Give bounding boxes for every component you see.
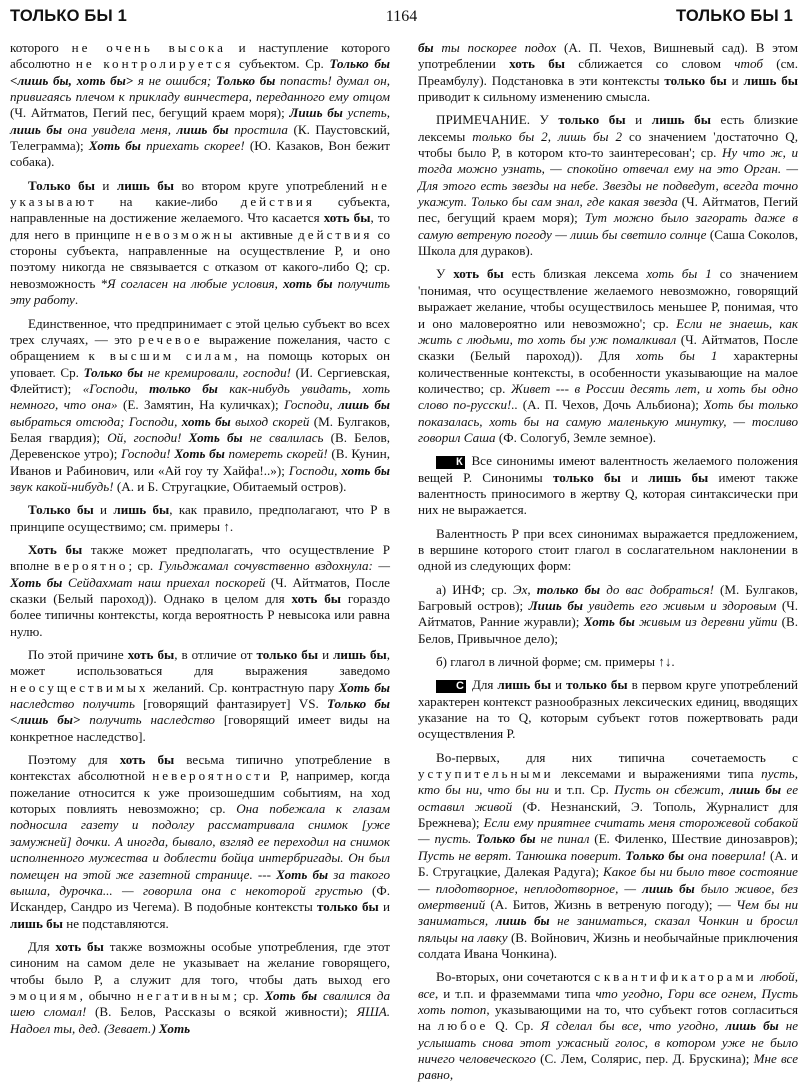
text-run: хоть бы xyxy=(323,210,371,226)
text-run: лишь бы xyxy=(113,502,170,518)
text-run: а) ИНФ; ср. xyxy=(436,581,514,597)
text-run: Если ему приятнее считать меня сторожевой собакой — пусть. xyxy=(418,815,798,847)
text-run: ; ср. xyxy=(233,987,265,1003)
text-run: активные xyxy=(235,226,299,242)
text-run: и xyxy=(378,899,390,915)
text-run: любой, все xyxy=(418,969,798,1001)
text-run: лишь бы xyxy=(648,469,709,485)
text-run: не указывают xyxy=(10,177,390,210)
text-run: живым из деревни уйти xyxy=(634,614,778,630)
text-run: , то для него в принципе xyxy=(10,210,390,242)
text-run: Ну что ж, и тогда можно узнать, — спокойно отвечал ему на это Орган. — Для этого есть звезды на небе. Звезды не подведут, всегда точно укажут. Только бы сам знал, где какая звезда xyxy=(418,145,799,210)
paragraph xyxy=(10,939,390,1037)
text-run: , обычно xyxy=(79,987,137,1003)
text-run: , на помощь которых он уповает. Ср. xyxy=(10,348,390,380)
text-run: только бы xyxy=(316,899,379,915)
text-run: Только бы xyxy=(83,364,143,380)
text-run: Хоть бы xyxy=(583,614,635,630)
text-run: хоть бы xyxy=(282,275,333,291)
text-run: [говорящий фантазирует] VS. xyxy=(134,696,327,712)
text-run: Хоть бы xyxy=(10,574,63,590)
left-column xyxy=(10,40,390,1037)
text-run: Поэтому для xyxy=(28,752,120,768)
text-run: и xyxy=(620,469,649,485)
text-run: которого xyxy=(10,40,72,55)
text-run: У xyxy=(436,266,454,282)
text-run: (В. Белов, Рассказы о всякой живности); xyxy=(86,1004,357,1020)
text-run: Хоть бы xyxy=(188,429,243,445)
text-run: Живет --- в России десять лет, и хоть бы одно слово по-русски!.. xyxy=(418,380,799,413)
text-run: , указывающими на то, что субъект готов согласиться на xyxy=(418,1001,798,1034)
page-header xyxy=(10,7,793,31)
text-run: лишь бы xyxy=(495,913,550,929)
text-run: Только бы xyxy=(476,831,536,847)
text-run: есть близкая лексема xyxy=(503,266,647,282)
text-run: , в отличие от xyxy=(174,647,257,663)
text-run: Господи, xyxy=(284,397,339,413)
section-marker-k: К xyxy=(436,456,465,469)
text-run: за такого вышла, дурочка... — говорила она с некоторой грустью xyxy=(10,866,390,898)
paragraph xyxy=(10,40,390,171)
text-run: успеть, xyxy=(342,105,390,121)
text-run: выход скорей xyxy=(230,413,310,429)
text-run: Лишь бы xyxy=(528,598,583,613)
text-run: (Ч. Айтматов, Пегий пес, бегущий краем моря); xyxy=(10,105,290,121)
text-run: невозможны xyxy=(135,226,236,242)
paragraph xyxy=(10,752,390,932)
text-run: хоть бы 1 xyxy=(636,348,718,364)
text-run: также может предполагать, что осуществление Р вполне xyxy=(10,541,390,574)
paragraph xyxy=(10,647,390,745)
text-run: и xyxy=(726,72,744,88)
text-run: хоть бы xyxy=(509,56,565,72)
text-run: Q. Ср. xyxy=(488,1018,541,1034)
text-run: хоть бы xyxy=(119,752,175,768)
text-run: только бы xyxy=(664,72,727,88)
text-run: выбраться отсюда; Господи, xyxy=(10,413,182,429)
text-run: она увидела меня, xyxy=(62,121,177,137)
text-run: Лишь бы xyxy=(289,105,343,121)
text-run: (Ф. Незнанский, Э. Тополь, Журналист для Брежнева); xyxy=(418,798,798,831)
text-run: субъекта, направленные на достижение желаемого. Что касается xyxy=(10,194,390,226)
text-run: Хоть xyxy=(158,1020,191,1036)
text-run: (А. и Б. Стругацкие, Далекая Радуга); xyxy=(418,847,799,880)
right-column xyxy=(418,40,798,1084)
text-run: хоть бы xyxy=(453,266,504,282)
text-run: хоть бы xyxy=(55,938,104,954)
paragraph xyxy=(10,316,390,496)
text-run: неосуществимых xyxy=(10,679,149,695)
text-run: лексемами и выражениями типа xyxy=(553,766,762,782)
list-item xyxy=(418,654,798,670)
text-run: приводит к сильному изменению смысла. xyxy=(418,89,651,105)
text-run: Единственное, что предпринимает с этой целью субъект во всех трех случаях, — это xyxy=(10,315,390,347)
text-run: Хоть бы xyxy=(338,679,390,695)
text-run: в первом круге употреблений характерен контекст разнообразных лексических единиц, вводящих указание на то Q, которым субъект готов пожертвовать ради осуществления Р. xyxy=(418,677,799,742)
text-run: Тут можно было загорать даже в самую ветреную погоду — лишь бы светило солнце xyxy=(418,210,799,242)
text-run: увидеть его живым и здоровым xyxy=(583,598,777,613)
text-run: Во-первых, для них типична сочетаемость с xyxy=(436,749,798,765)
text-run: есть близкие лексемы xyxy=(418,112,798,144)
text-run: не пинал xyxy=(535,831,590,847)
text-run: Хоть бы xyxy=(88,138,141,154)
text-run: только бы xyxy=(558,112,626,128)
text-run: Я сделал бы все, что угодно, xyxy=(540,1018,726,1034)
text-run: ты поскорее подох xyxy=(433,40,557,55)
text-run: Какое бы ни было твое состояние — плодотворное, неплодотворное, — xyxy=(418,864,798,896)
text-run: лишь бы xyxy=(725,1018,779,1034)
text-run: Для xyxy=(28,938,56,954)
text-run: лишь бы xyxy=(176,121,229,137)
text-run: «Господи, xyxy=(82,380,150,396)
text-run: только бы xyxy=(536,581,601,597)
text-run: не кремировали, господи! xyxy=(143,364,291,380)
text-run: лишь бы xyxy=(743,72,798,88)
text-run: эмоциям xyxy=(10,987,80,1003)
text-run: *Я согласен на любые условия, xyxy=(100,275,283,291)
text-run: свалился да шею сломал! xyxy=(10,987,390,1020)
text-run: Все синонимы имеют валентность желаемого положения вещей Р. Синонимы xyxy=(418,453,798,485)
text-run: и наступление которого абсолютно xyxy=(10,40,390,72)
text-run: Господи, xyxy=(288,462,342,478)
text-run: Для xyxy=(467,677,498,693)
text-run: (В. Кунин, Иванов и Рабинович, или «Ай гоу ту Хайфа!..»); xyxy=(10,446,390,478)
text-run: Сейдахмат наш приехал поскорей xyxy=(62,574,266,590)
text-run: наследство получить xyxy=(10,696,135,712)
text-run: только бы xyxy=(566,677,628,693)
text-run: Пусть он сбежит, xyxy=(614,782,730,798)
text-run: (М. Булгаков, Багровый остров); xyxy=(418,581,799,613)
text-run: любое xyxy=(437,1018,489,1034)
text-run: лишь бы xyxy=(497,677,552,693)
text-run: (И. Сергиевская, Флейтист); xyxy=(10,364,390,396)
text-run: Валентность Р при всех синонимах выражается предложением, в вершине которого стоит глагол в сослагательном наклонении в одной из следующих форм: xyxy=(418,525,798,574)
text-run: не очень высока xyxy=(71,40,226,55)
text-run: . xyxy=(74,292,79,308)
text-run: (К. Паустовский, Телеграмма); xyxy=(10,121,390,154)
text-run: лишь бы xyxy=(651,112,711,128)
text-run: что угодно, Гори все огнем, Пусть хоть потоп xyxy=(418,985,798,1017)
text-run: как-нибудь увидать, хоть немного, что она» xyxy=(10,380,390,413)
text-run: хоть бы xyxy=(341,462,390,478)
text-run: во втором круге употреблений xyxy=(173,177,372,193)
text-run: приехать скорее! xyxy=(140,138,245,154)
text-run: она поверила! xyxy=(684,847,766,863)
text-run: (Ф. Искандер, Сандро из Чегема). В подобные контексты xyxy=(10,882,390,915)
paragraph xyxy=(418,40,798,105)
text-run: чтоб xyxy=(734,56,763,72)
text-run: ЯША. Надоел ты, дед. (Зевает.) xyxy=(10,1004,391,1036)
text-run: на какие-либо xyxy=(96,194,241,210)
text-run: (В. Войнович, Жизнь и необычайные приключения солдата Ивана Чонкина). xyxy=(418,929,798,961)
paragraph-text xyxy=(418,453,798,517)
text-run: лишь бы xyxy=(338,397,390,413)
text-run: Во-вторых, они сочетаются с xyxy=(436,969,604,985)
text-run: к высшим силам xyxy=(88,348,235,364)
text-run: (Ю. Казаков, Вон бежит собака). xyxy=(10,138,390,170)
text-run: имеют также валентность приносимого в жертву Q, которая синтаксически при них не выражается. xyxy=(418,469,798,518)
text-run: лишь бы xyxy=(333,647,387,663)
text-run: лишь бы xyxy=(642,880,695,896)
section-marker-s: С xyxy=(436,680,466,693)
text-run: Хоть бы xyxy=(28,541,83,557)
text-run: и xyxy=(625,112,652,128)
text-run: Только бы xyxy=(28,502,94,518)
text-run: действия xyxy=(298,226,373,242)
text-run: Чем бы ни заниматься, xyxy=(418,896,798,929)
text-run: хоть бы xyxy=(181,413,231,429)
text-run: только бы xyxy=(552,469,621,485)
text-run: Хоть бы xyxy=(174,446,225,462)
text-run: и xyxy=(318,647,334,663)
text-run: (Саша Соколов, Школа для дураков). xyxy=(418,226,799,259)
text-run: лишь бы xyxy=(10,121,63,137)
text-run: хоть бы 1 xyxy=(646,266,712,282)
text-run: и т.п. Ср. xyxy=(549,782,615,798)
text-run: Гульджамал сочувственно вздохнула: — xyxy=(158,558,390,574)
text-run: (А. П. Чехов, Вишневый сад). В этом употреблении xyxy=(418,40,798,72)
text-run: [говорящий имеет виды на конкретное наследство]. xyxy=(10,712,390,744)
text-run: получить наследство xyxy=(80,712,215,728)
text-run: (М. Булгаков, Белая гвардия); xyxy=(10,413,390,445)
text-run: Только бы <лишь бы> xyxy=(10,696,391,728)
text-run: вероятно xyxy=(54,558,129,574)
text-run: ее оставил живой xyxy=(418,782,799,814)
text-run: лишь бы xyxy=(729,782,782,798)
text-run: только бы xyxy=(256,647,319,663)
text-run: (А. П. Чехов, Дочь Альбиона); xyxy=(517,397,704,413)
text-run: не заниматься, сказал Чонкин и бросил пяльцы на лавку xyxy=(418,913,798,945)
text-run: Мне все равно, xyxy=(418,1050,799,1083)
running-head-left: ТОЛЬКО БЫ 1 xyxy=(10,7,127,25)
paragraph xyxy=(418,526,798,575)
paragraph xyxy=(418,266,798,446)
paragraph-text xyxy=(418,677,798,741)
text-run: со значением 'понимая, что осуществление желаемого невозможно, говорящий выражает желание, чтобы осуществилось меньшее Р, понимая, что и оно маловероятно или невозможно'; ср. xyxy=(418,266,798,331)
text-run: Она побежала к глазам подносила газету и подолгу рассматривала снимок [уже замужней] дочки. А иногда, бывало, взгляд ее переходил на снимок исполненного мужества и доблести бойца интербригады. Он был помещен на этой же газетной странице. --- xyxy=(10,801,390,882)
text-run: Хоть бы xyxy=(264,987,318,1003)
text-run: (см. Преамбулу). Подстановка в эти контексты xyxy=(418,56,798,88)
text-run: (С. Лем, Солярис, пер. Д. Брускина); xyxy=(535,1050,754,1066)
text-run: , может использоваться для выражения заведомо xyxy=(10,647,390,679)
text-run: негативным xyxy=(136,987,234,1003)
text-run: со значением 'достаточно Q, чтобы было Р, в котором кто-то заинтересован'; ср. xyxy=(418,128,798,161)
text-run: (Е. Замятин, На куличках); xyxy=(117,397,285,413)
text-run: хоть бы xyxy=(127,647,175,663)
text-run: выражение пожелания, часто с обращением xyxy=(10,331,390,364)
text-run: не свалилась xyxy=(242,429,324,445)
text-run: Только бы xyxy=(625,847,685,863)
paragraph xyxy=(418,453,798,518)
text-run: , и т.п. и фраземмами типа xyxy=(434,985,596,1001)
text-run: до вас добраться! xyxy=(600,581,714,597)
text-run: простила xyxy=(228,121,288,137)
text-run: бы xyxy=(418,40,434,55)
text-run: Если не знаешь, как жить с людьми, то хоть бы уж помалкивал xyxy=(418,315,798,347)
text-run: и xyxy=(551,677,567,693)
text-run: (Ч. Айтматов, После сказки (Белый пароход)). Однако в целом для xyxy=(10,574,390,606)
text-run: лишь бы xyxy=(10,915,63,931)
text-run: не услышать снова этот ужасный голос, в котором уже не было ничего человеческого xyxy=(418,1018,799,1066)
text-run: (Ч. Айтматов, Ранние журавли); xyxy=(418,598,798,630)
list-item xyxy=(418,582,798,647)
text-run: Р, например, когда пожелание относится к уже произошедшим событиям, на ход которых повлиять невозможно; ср. xyxy=(10,768,390,817)
paragraph xyxy=(10,178,390,309)
paragraph xyxy=(10,502,390,535)
text-run: хоть бы xyxy=(291,591,341,606)
paragraph xyxy=(10,542,390,640)
text-run: Хоть бы xyxy=(276,866,329,882)
text-run: квантификаторами xyxy=(603,969,757,985)
text-run: не подставляются. xyxy=(62,915,169,931)
text-run: гораздо более типичны контексты, когда вероятность Р невысока или равна нулю. xyxy=(10,591,391,639)
text-run: (А. и Б. Стругацкие, Обитаемый остров). xyxy=(113,478,347,494)
text-run: желаний. Ср. контрастную пару xyxy=(148,679,339,695)
text-run: Только бы <лишь бы, хоть бы> xyxy=(10,56,390,88)
text-run: Пусть не верят. Танюшка поверит. xyxy=(418,847,626,863)
text-run: действия xyxy=(240,194,315,210)
text-run: ПРИМЕЧАНИЕ. У xyxy=(436,112,559,128)
text-run: По этой причине xyxy=(28,647,128,663)
text-run: б) глагол в личной форме; см. примеры ↑↓. xyxy=(436,654,675,670)
note-paragraph xyxy=(418,112,798,259)
text-run: только бы xyxy=(149,380,218,396)
text-run: (Ф. Сологуб, Земле земное). xyxy=(495,429,656,445)
text-run: лишь бы xyxy=(116,177,174,193)
text-run: пусть, кто бы ни, что бы ни xyxy=(418,766,798,798)
text-run: Эх, xyxy=(513,581,537,597)
text-run: и xyxy=(93,502,114,518)
text-run: невероятности xyxy=(152,768,274,784)
text-run: и xyxy=(94,177,117,193)
text-run: (Ч. Айтматов, После сказки (Белый пароход)). Для xyxy=(418,331,798,364)
text-run: со стороны субъекта, направленные на осуществление Р, и оно поэтому никогда не связывается с отказом от какого-либо Q; ср. невозможность xyxy=(10,226,390,291)
paragraph xyxy=(418,750,798,962)
paragraph xyxy=(418,677,798,742)
text-run: я не ошибся; xyxy=(133,72,216,88)
text-run: сближается со словом xyxy=(565,56,735,72)
text-run: характерны количественные контексты, в особенности указывающие на малое количество; ср. xyxy=(418,348,798,396)
text-run: Господи! xyxy=(121,446,175,462)
text-run: (А. Битов, Жизнь в ветреную погоду); — xyxy=(485,896,737,912)
text-run: речевое xyxy=(138,331,203,347)
text-run: только бы 2, лишь бы 2 xyxy=(472,128,623,144)
text-run: Только бы xyxy=(28,177,95,193)
text-run: Только бы xyxy=(215,72,276,88)
text-run: попасть! думал он, привигаясь плечом к прикладу винчестера, переданного ему отцом xyxy=(10,72,390,105)
page-number: 1164 xyxy=(385,8,418,25)
text-run: (Ч. Айтматов, Пегий пес, бегущий краем моря); xyxy=(418,194,798,226)
text-run: было живое, без омертвений xyxy=(418,880,798,912)
text-run: помереть скорей! xyxy=(224,446,328,462)
text-run: , как правило, предполагают, что Р в принципе осуществимо; см. примеры ↑. xyxy=(10,502,390,534)
text-run: звук какой-нибудь! xyxy=(10,478,114,494)
text-run: также возможны особые употребления, где этот синоним на самом деле не указывает на желание говорящего, чтобы было Р, а служит для того, чтобы дать выход его xyxy=(10,938,390,987)
running-head-right: ТОЛЬКО БЫ 1 xyxy=(676,7,793,25)
text-run: Ой, господи! xyxy=(107,429,189,445)
text-run: (В. Белов, Привычное дело); xyxy=(418,614,799,646)
text-run: Хоть бы только показалась, хоть бы на самую маленькую минутку, — тосливо говорил Саша xyxy=(418,397,799,445)
text-run: субъектом. Ср. xyxy=(233,56,330,72)
text-run: уступительными xyxy=(418,766,554,782)
text-run: получить эту работу xyxy=(10,275,390,308)
text-run: не контролируется xyxy=(75,56,234,72)
text-run: ; ср. xyxy=(128,558,159,574)
text-run: (Е. Филенко, Шествие динозавров); xyxy=(589,831,798,847)
text-run: весьма типично употребление в контекстах абсолютной xyxy=(10,752,390,784)
text-run: (В. Белов, Деревенское утро); xyxy=(10,429,391,462)
paragraph xyxy=(418,969,798,1083)
